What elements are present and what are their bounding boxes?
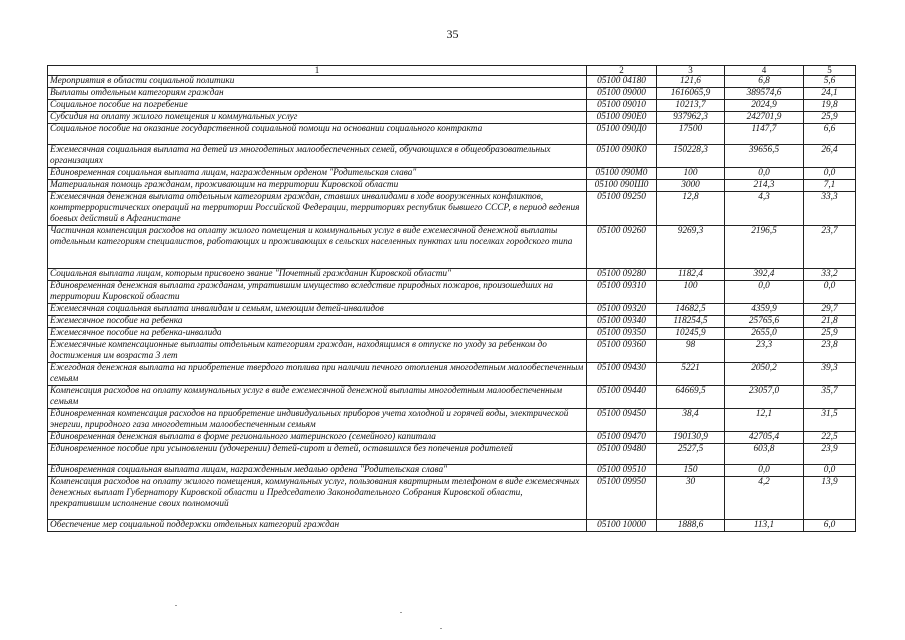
row-actual-cell: 39656,5 xyxy=(725,145,804,168)
row-actual-cell: 113,1 xyxy=(725,520,804,532)
row-plan-cell: 3000 xyxy=(657,180,725,192)
row-name-cell: Компенсация расходов на оплату жилого помещения, коммунальных услуг, пользования квартирным телефоном в виде ежемесячных денежных выплат Губернатору Кировской области и Председателю Законодательного Собрания Кировской области, прекратившим исполнение своих полномочий xyxy=(48,477,587,520)
row-plan-cell: 10213,7 xyxy=(657,100,725,112)
row-percent-cell: 0,0 xyxy=(804,465,856,477)
table-row xyxy=(48,88,856,100)
row-code-cell: 05100 09440 xyxy=(587,386,657,409)
row-name-cell: Ежемесячные компенсационные выплаты отдельным категориям граждан, находящимся в отпуске по уходу за ребенком до достижения им возраста 3 лет xyxy=(48,340,587,363)
row-percent-cell: 23,7 xyxy=(804,226,856,269)
row-code-cell: 05100 090М0 xyxy=(587,168,657,180)
row-name-cell: Выплаты отдельным категориям граждан xyxy=(48,88,587,100)
row-name-cell: Единовременное пособие при усыновлении (удочерении) детей-сирот и детей, оставшихся без попечения родителей xyxy=(48,444,587,465)
row-percent-cell: 33,3 xyxy=(804,192,856,226)
row-plan-cell: 12,8 xyxy=(657,192,725,226)
row-name-cell: Частичная компенсация расходов на оплату жилого помещения и коммунальных услуг в виде ежемесячной денежной выплаты отдельным категориям специалистов, работающих и проживающих в сельских населенных пунктах или поселках городского типа xyxy=(48,226,587,269)
row-percent-cell: 5,6 xyxy=(804,76,856,88)
row-percent-cell: 33,2 xyxy=(804,269,856,281)
row-actual-cell: 389574,6 xyxy=(725,88,804,100)
table-row xyxy=(48,180,856,192)
row-actual-cell: 4,2 xyxy=(725,477,804,520)
row-code-cell: 05100 09340 xyxy=(587,316,657,328)
row-code-cell: 05100 09000 xyxy=(587,88,657,100)
row-code-cell: 05100 090Д0 xyxy=(587,124,657,145)
row-code-cell: 05100 09480 xyxy=(587,444,657,465)
row-percent-cell: 7,1 xyxy=(804,180,856,192)
table-row xyxy=(48,269,856,281)
row-percent-cell: 0,0 xyxy=(804,281,856,304)
row-plan-cell: 190130,9 xyxy=(657,432,725,444)
row-percent-cell: 6,6 xyxy=(804,124,856,145)
row-percent-cell: 13,9 xyxy=(804,477,856,520)
row-name-cell: Социальное пособие на погребение xyxy=(48,100,587,112)
row-name-cell: Единовременная денежная выплата в форме регионального материнского (семейного) капитала xyxy=(48,432,587,444)
row-percent-cell: 25,9 xyxy=(804,328,856,340)
table-row xyxy=(48,124,856,145)
table-row xyxy=(48,112,856,124)
row-code-cell: 05100 09250 xyxy=(587,192,657,226)
table-row xyxy=(48,340,856,363)
row-plan-cell: 98 xyxy=(657,340,725,363)
row-actual-cell: 2655,0 xyxy=(725,328,804,340)
row-code-cell: 05100 09450 xyxy=(587,409,657,432)
header-cell-3: 3 xyxy=(657,66,725,76)
table-row xyxy=(48,386,856,409)
row-name-cell: Ежегодная денежная выплата на приобретение твердого топлива при наличии печного отопления многодетным малообеспеченным семьям xyxy=(48,363,587,386)
table-row xyxy=(48,432,856,444)
row-actual-cell: 392,4 xyxy=(725,269,804,281)
row-percent-cell: 39,3 xyxy=(804,363,856,386)
table-row xyxy=(48,444,856,465)
row-percent-cell: 26,4 xyxy=(804,145,856,168)
row-name-cell: Единовременная компенсация расходов на приобретение индивидуальных приборов учета холодной и горячей воды, электрической энергии, природного газа многодетным малообеспеченным семьям xyxy=(48,409,587,432)
row-actual-cell: 4,3 xyxy=(725,192,804,226)
row-plan-cell: 30 xyxy=(657,477,725,520)
row-actual-cell: 6,8 xyxy=(725,76,804,88)
row-name-cell: Социальное пособие на оказание государственной социальной помощи на основании социального контракта xyxy=(48,124,587,145)
row-name-cell: Ежемесячная денежная выплата отдельным категориям граждан, ставших инвалидами в ходе вооруженных конфликтов, контртеррористических операций на территории Российской Федерации, территориях республик бывшего СССР, в период ведения боевых действий в Афганистане xyxy=(48,192,587,226)
row-plan-cell: 9269,3 xyxy=(657,226,725,269)
row-actual-cell: 0,0 xyxy=(725,281,804,304)
row-code-cell: 05100 09320 xyxy=(587,304,657,316)
budget-table xyxy=(47,65,856,532)
table-row xyxy=(48,192,856,226)
row-percent-cell: 6,0 xyxy=(804,520,856,532)
row-plan-cell: 100 xyxy=(657,281,725,304)
row-code-cell: 05100 09360 xyxy=(587,340,657,363)
row-actual-cell: 603,8 xyxy=(725,444,804,465)
row-name-cell: Материальная помощь гражданам, проживающим на территории Кировской области xyxy=(48,180,587,192)
row-code-cell: 05100 09510 xyxy=(587,465,657,477)
row-plan-cell: 17500 xyxy=(657,124,725,145)
row-percent-cell: 31,5 xyxy=(804,409,856,432)
row-name-cell: Социальная выплата лицам, которым присвоено звание "Почетный гражданин Кировской области" xyxy=(48,269,587,281)
row-plan-cell: 121,6 xyxy=(657,76,725,88)
table-row xyxy=(48,328,856,340)
page-number: 35 xyxy=(446,27,459,41)
row-plan-cell: 10245,9 xyxy=(657,328,725,340)
row-name-cell: Единовременная социальная выплата лицам, награжденным медалью ордена "Родительская слава" xyxy=(48,465,587,477)
row-plan-cell: 937962,3 xyxy=(657,112,725,124)
table-row xyxy=(48,477,856,520)
table-row xyxy=(48,100,856,112)
row-plan-cell: 118254,5 xyxy=(657,316,725,328)
row-actual-cell: 1147,7 xyxy=(725,124,804,145)
row-code-cell: 05100 09010 xyxy=(587,100,657,112)
table-row xyxy=(48,76,856,88)
row-name-cell: Ежемесячная социальная выплата на детей из многодетных малообеспеченных семей, обучающихся в общеобразовательных организациях xyxy=(48,145,587,168)
table-row xyxy=(48,226,856,269)
row-name-cell: Мероприятия в области социальной политики xyxy=(48,76,587,88)
row-actual-cell: 214,3 xyxy=(725,180,804,192)
row-plan-cell: 150 xyxy=(657,465,725,477)
row-percent-cell: 22,5 xyxy=(804,432,856,444)
row-percent-cell: 29,7 xyxy=(804,304,856,316)
row-plan-cell: 1182,4 xyxy=(657,269,725,281)
row-name-cell: Единовременная социальная выплата лицам, награжденным орденом "Родительская слава" xyxy=(48,168,587,180)
header-cell-1: 1 xyxy=(48,66,587,76)
table-row xyxy=(48,363,856,386)
row-code-cell: 05100 09950 xyxy=(587,477,657,520)
row-percent-cell: 21,8 xyxy=(804,316,856,328)
row-plan-cell: 1616065,9 xyxy=(657,88,725,100)
row-plan-cell: 150228,3 xyxy=(657,145,725,168)
row-name-cell: Компенсация расходов на оплату коммунальных услуг в виде ежемесячной денежной выплаты многодетным малообеспеченным семьям xyxy=(48,386,587,409)
row-percent-cell: 25,9 xyxy=(804,112,856,124)
table-row xyxy=(48,304,856,316)
header-row xyxy=(48,66,856,76)
row-percent-cell: 19,8 xyxy=(804,100,856,112)
table-row xyxy=(48,168,856,180)
row-code-cell: 05100 090Ш0 xyxy=(587,180,657,192)
row-plan-cell: 64669,5 xyxy=(657,386,725,409)
row-code-cell: 05100 09430 xyxy=(587,363,657,386)
table-row xyxy=(48,409,856,432)
row-code-cell: 05100 04180 xyxy=(587,76,657,88)
row-actual-cell: 12,1 xyxy=(725,409,804,432)
row-actual-cell: 0,0 xyxy=(725,465,804,477)
row-plan-cell: 14682,5 xyxy=(657,304,725,316)
row-percent-cell: 24,1 xyxy=(804,88,856,100)
row-actual-cell: 25765,6 xyxy=(725,316,804,328)
row-code-cell: 05100 09260 xyxy=(587,226,657,269)
row-name-cell: Единовременная денежная выплата гражданам, утратившим имущество вследствие природных пожаров, произошедших на территории Кировской области xyxy=(48,281,587,304)
row-code-cell: 05100 09470 xyxy=(587,432,657,444)
table-row xyxy=(48,316,856,328)
row-name-cell: Обеспечение мер социальной поддержки отдельных категорий граждан xyxy=(48,520,587,532)
row-actual-cell: 23057,0 xyxy=(725,386,804,409)
table-row xyxy=(48,520,856,532)
row-percent-cell: 23,8 xyxy=(804,340,856,363)
header-cell-5: 5 xyxy=(804,66,856,76)
row-actual-cell: 23,3 xyxy=(725,340,804,363)
row-actual-cell: 2024,9 xyxy=(725,100,804,112)
row-plan-cell: 38,4 xyxy=(657,409,725,432)
row-actual-cell: 2196,5 xyxy=(725,226,804,269)
row-plan-cell: 1888,6 xyxy=(657,520,725,532)
row-actual-cell: 4359,9 xyxy=(725,304,804,316)
table-row xyxy=(48,145,856,168)
scan-speck xyxy=(440,628,442,629)
row-code-cell: 05100 09350 xyxy=(587,328,657,340)
row-actual-cell: 2050,2 xyxy=(725,363,804,386)
table-row xyxy=(48,281,856,304)
row-percent-cell: 23,9 xyxy=(804,444,856,465)
header-cell-4: 4 xyxy=(725,66,804,76)
scan-speck xyxy=(175,605,177,606)
row-name-cell: Ежемесячное пособие на ребенка-инвалида xyxy=(48,328,587,340)
row-percent-cell: 0,0 xyxy=(804,168,856,180)
scan-speck xyxy=(400,612,402,613)
row-actual-cell: 0,0 xyxy=(725,168,804,180)
row-code-cell: 05100 090К0 xyxy=(587,145,657,168)
row-plan-cell: 5221 xyxy=(657,363,725,386)
row-plan-cell: 100 xyxy=(657,168,725,180)
header-cell-2: 2 xyxy=(587,66,657,76)
row-name-cell: Субсидия на оплату жилого помещения и коммунальных услуг xyxy=(48,112,587,124)
row-code-cell: 05100 090Е0 xyxy=(587,112,657,124)
row-actual-cell: 242701,9 xyxy=(725,112,804,124)
table-row xyxy=(48,465,856,477)
row-code-cell: 05100 09310 xyxy=(587,281,657,304)
row-name-cell: Ежемесячное пособие на ребенка xyxy=(48,316,587,328)
row-code-cell: 05100 09280 xyxy=(587,269,657,281)
row-code-cell: 05100 10000 xyxy=(587,520,657,532)
row-percent-cell: 35,7 xyxy=(804,386,856,409)
row-plan-cell: 2527,5 xyxy=(657,444,725,465)
row-actual-cell: 42705,4 xyxy=(725,432,804,444)
row-name-cell: Ежемесячная социальная выплата инвалидам и семьям, имеющим детей-инвалидов xyxy=(48,304,587,316)
